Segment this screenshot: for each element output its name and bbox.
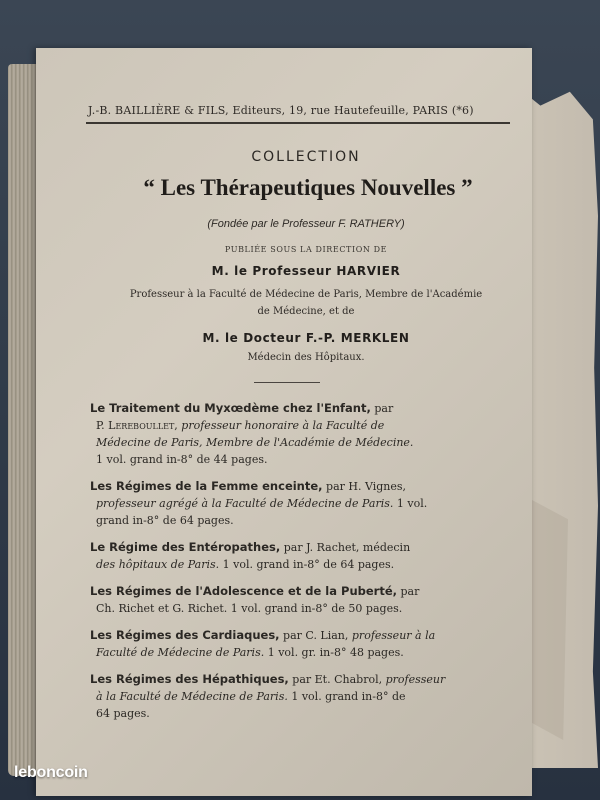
top-rule xyxy=(86,122,510,124)
book-author-desc: professeur honoraire à la Faculté de xyxy=(177,419,385,432)
book-title: Le Régime des Entéropathes, xyxy=(90,540,281,554)
book-by: par J. Rachet, médecin xyxy=(280,541,411,554)
book-format: 1 vol. grand in-8° de 44 pages. xyxy=(96,453,268,466)
book-title: Les Régimes des Cardiaques, xyxy=(90,628,280,642)
book-format: 1 vol. grand in-8° de xyxy=(287,690,406,703)
founded-by: (Fondée par le Professeur F. RATHERY) xyxy=(207,218,405,230)
book-author-desc-cont: Médecine de Paris, Membre de l'Académie de Médecine. xyxy=(96,436,414,449)
director-harvier: M. le Professeur HARVIER xyxy=(211,264,401,278)
book-format: 1 vol. xyxy=(393,497,428,510)
publisher-line: J.-B. BAILLIÈRE & FILS, Editeurs, 19, rue Hautefeuille, PARIS (*6) xyxy=(88,104,474,117)
book-author-desc: professeur à la xyxy=(351,629,436,642)
director-merklen-description: Médecin des Hôpitaux. xyxy=(247,352,365,363)
book-author-desc-cont: à la Faculté de Médecine de Paris. xyxy=(96,690,288,703)
book-authors-format: Ch. Richet et G. Richet. 1 vol. grand in-8° de 50 pages. xyxy=(96,602,403,615)
book-by: par xyxy=(397,585,420,598)
book-entry-enteropathes xyxy=(90,539,490,573)
book-format: 1 vol. grand in-8° de 64 pages. xyxy=(219,558,395,571)
book-entry-myxoedeme xyxy=(90,400,490,468)
book-by: par xyxy=(370,402,394,415)
director-merklen: M. le Docteur F.-P. MERKLEN xyxy=(202,331,410,345)
book-title: Les Régimes de la Femme enceinte, xyxy=(90,479,323,493)
book-by: par H. Vignes, xyxy=(322,480,407,493)
book-entry-femme-enceinte xyxy=(90,478,490,529)
book-format: 1 vol. gr. in-8° 48 pages. xyxy=(264,646,404,659)
director-harvier-desc-line1: Professeur à la Faculté de Médecine de Paris, Membre de l'Académie xyxy=(129,289,483,300)
book-author-desc-cont: Faculté de Médecine de Paris. xyxy=(96,646,265,659)
book-by: par Et. Chabrol, xyxy=(288,673,386,686)
cover-shadow xyxy=(528,500,568,740)
book-author: P. Lereboullet, xyxy=(96,419,178,432)
section-divider xyxy=(254,382,320,383)
book-entry-adolescence xyxy=(90,583,490,617)
book-list xyxy=(90,400,490,732)
book-title: Le Traitement du Myxœdème chez l'Enfant, xyxy=(90,401,371,415)
collection-label: COLLECTION xyxy=(251,149,361,165)
book-author-desc: professeur xyxy=(385,673,446,686)
book-by: par C. Lian, xyxy=(279,629,352,642)
book-title: Les Régimes des Hépathiques, xyxy=(90,672,289,686)
leboncoin-watermark: leboncoin xyxy=(14,764,88,781)
director-harvier-desc-line2: de Médecine, et de xyxy=(257,306,355,317)
book-author-desc: professeur agrégé à la Faculté de Médecine de Paris. xyxy=(96,497,394,510)
book-author-desc: des hôpitaux de Paris. xyxy=(96,558,220,571)
book-format-cont: 64 pages. xyxy=(96,707,150,720)
book-entry-cardiaques xyxy=(90,627,490,661)
book-title: Les Régimes de l'Adolescence et de la Puberté, xyxy=(90,584,398,598)
director-harvier-description xyxy=(88,286,524,320)
direction-label: PUBLIÉE SOUS LA DIRECTION DE xyxy=(224,245,388,254)
book-format-cont: grand in-8° de 64 pages. xyxy=(96,514,234,527)
book-entry-hepathiques xyxy=(90,671,490,722)
collection-title: “ Les Thérapeutiques Nouvelles ” xyxy=(143,175,473,200)
